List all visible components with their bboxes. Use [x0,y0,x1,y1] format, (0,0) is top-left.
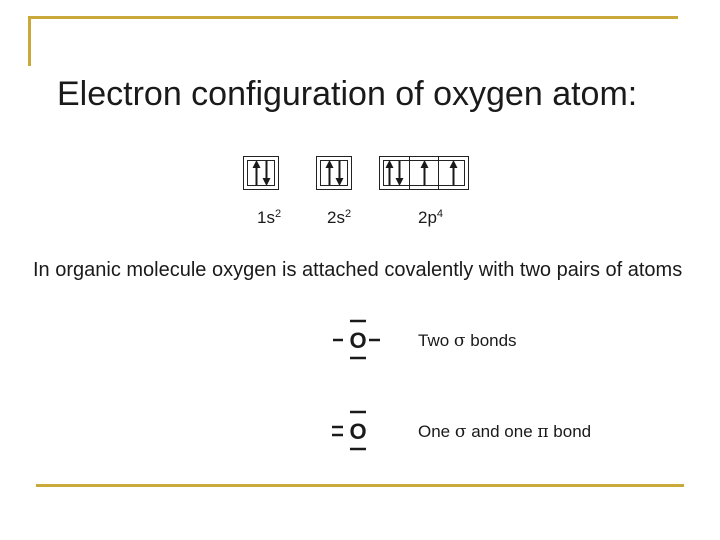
spin-up-arrow [449,160,458,186]
orbital-cell [439,157,468,189]
orbital-cell [244,157,278,189]
orbital-label-text: 2p [418,208,437,227]
desc-text: Two [418,331,454,350]
decor-top-line [28,16,678,19]
sigma-symbol: σ [454,422,467,442]
orbital-label-text: 1s [257,208,275,227]
description-paragraph: In organic molecule oxygen is attached covalently with two pairs of atoms [33,259,683,281]
bond-description-2 [418,422,591,442]
orbital-cell [380,157,410,189]
orbital-cell [410,157,440,189]
decor-left-line [28,16,31,66]
desc-text: and one [466,422,538,441]
orbital-label-2s [327,208,351,228]
orbital-box-2p [379,156,469,190]
oxygen-structure-drawing [330,318,390,364]
desc-text: bond [548,422,592,441]
orbital-box-1s [243,156,279,190]
spin-up-arrow [325,160,334,186]
spin-down-arrow [262,160,271,186]
oxygen-double-bond [330,409,390,455]
orbital-label-2p [418,208,443,228]
atom-symbol: O [349,328,367,353]
pi-symbol: π [537,422,549,442]
sigma-symbol: σ [453,331,466,351]
orbital-box-2s [316,156,352,190]
oxygen-two-single-bonds [330,318,390,364]
orbital-label-superscript: 2 [344,208,352,220]
orbital-label-superscript: 4 [436,208,444,220]
orbital-label-1s [257,208,281,228]
oxygen-structure-drawing [330,409,390,455]
orbital-label-text: 2s [327,208,345,227]
spin-up-arrow [420,160,429,186]
atom-symbol: O [349,419,367,444]
decor-bottom-line [36,484,684,487]
spin-up-arrow [385,160,394,186]
spin-down-arrow [395,160,404,186]
desc-text: bonds [465,331,517,350]
slide-title: Electron configuration of oxygen atom: [57,75,638,113]
spin-down-arrow [335,160,344,186]
orbital-label-superscript: 2 [274,208,282,220]
orbital-cell [317,157,351,189]
bond-description-1 [418,331,517,351]
spin-up-arrow [252,160,261,186]
desc-text: One [418,422,455,441]
